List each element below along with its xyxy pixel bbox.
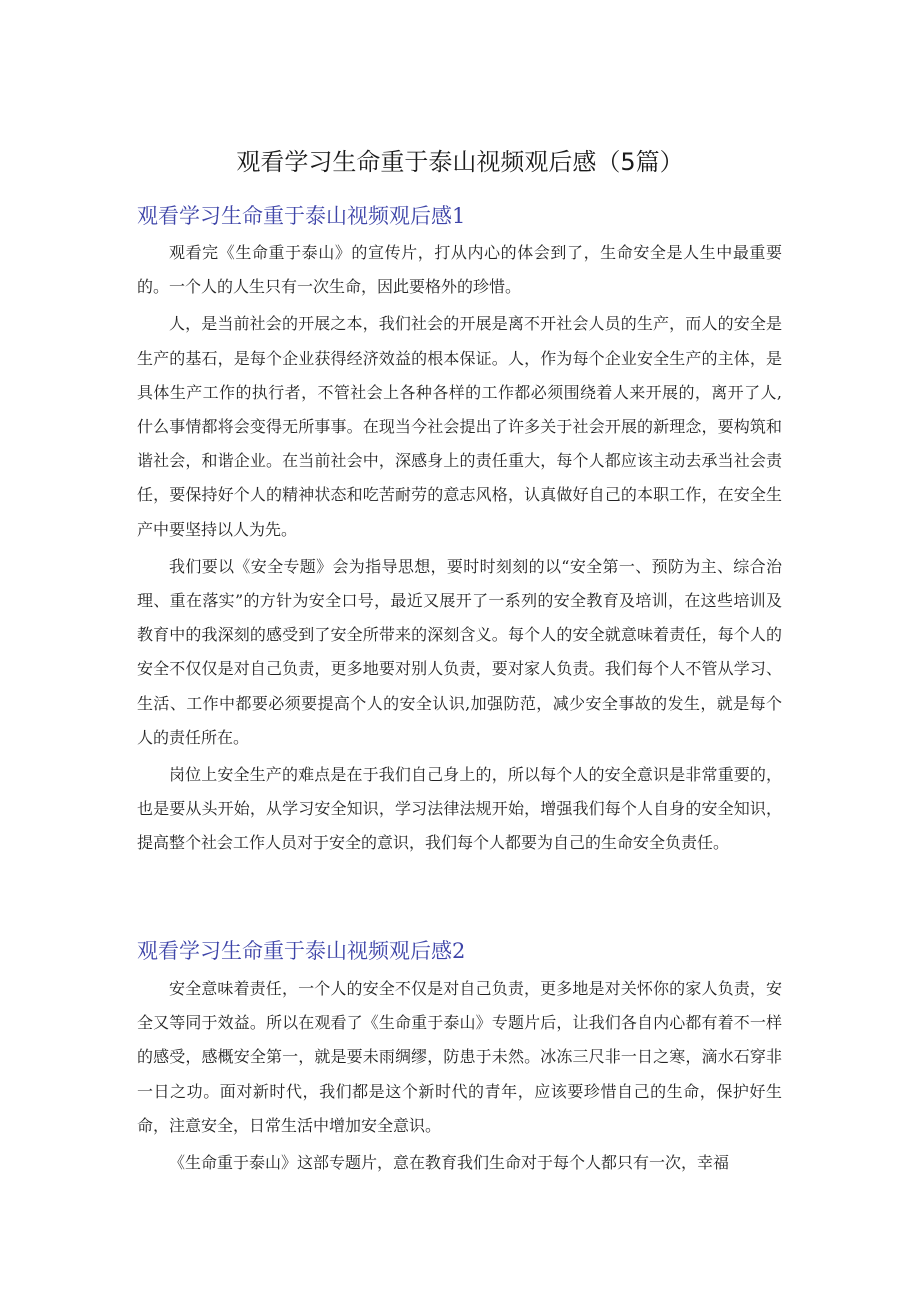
document-title: 观看学习生命重于泰山视频观后感（5篇） <box>236 148 684 176</box>
paragraph: 岗位上安全生产的难点是在于我们自己身上的，所以每个人的安全意识是非常重要的，也是要从头开始，从学习安全知识，学习法律法规开始，增强我们每个人自身的安全知识，提高整个社会工作人员对于安全的意识，我们每个人都要为自己的生命安全负责任。 <box>137 765 782 853</box>
section-body-1 <box>137 236 782 864</box>
paragraph: 我们要以《安全专题》会为指导思想，要时时刻刻的以“安全第一、预防为主、综合治理、重在落实”的方针为安全口号，最近又展开了一系列的安全教育及培训，在这些培训及教育中的我深刻的感受到了安全所带来的深刻含义。每个人的安全就意味着责任，每个人的安全不仅仅是对自己负责，更多地要对别人负责，要对家人负责。我们每个人不管从学习、生活、工作中都要必须要提高个人的安全认识,加强防范，减少安全事故的发生，就是每个人的责任所在。 <box>137 556 782 747</box>
section-heading-2: 观看学习生命重于泰山视频观后感2 <box>137 939 466 963</box>
section-body-2 <box>137 972 782 1183</box>
paragraph: 观看完《生命重于泰山》的宣传片，打从内心的体会到了，生命安全是人生中最重要的。一个人的人生只有一次生命，因此要格外的珍惜。 <box>137 243 782 297</box>
paragraph: 《生命重于泰山》这部专题片，意在教育我们生命对于每个人都只有一次，幸福 <box>169 1153 730 1173</box>
section-heading-1: 观看学习生命重于泰山视频观后感1 <box>137 204 466 228</box>
paragraph: 人，是当前社会的开展之本，我们社会的开展是离不开社会人员的生产，而人的安全是生产的基石，是每个企业获得经济效益的根本保证。人，作为每个企业安全生产的主体，是具体生产工作的执行者，不管社会上各种各样的工作都必须围绕着人来开展的，离开了人,什么事情都将会变得无所事事。在现当今社会提出了许多关于社会开展的新理念，要构筑和谐社会，和谐企业。在当前社会中，深感身上的责任重大，每个人都应该主动去承当社会责任，要保持好个人的精神状态和吃苦耐劳的意志风格，认真做好自己的本职工作，在安全生产中要坚持以人为先。 <box>137 314 782 539</box>
paragraph: 安全意味着责任，一个人的安全不仅是对自己负责，更多地是对关怀你的家人负责，安全又等同于效益。所以在观看了《生命重于泰山》专题片后，让我们各自内心都有着不一样的感受，感概安全第一，就是要未雨绸缪，防患于未然。冰冻三尺非一日之寒，滴水石穿非一日之功。面对新时代，我们都是这个新时代的青年，应该要珍惜自己的生命，保护好生命，注意安全，日常生活中增加安全意识。 <box>137 979 782 1135</box>
